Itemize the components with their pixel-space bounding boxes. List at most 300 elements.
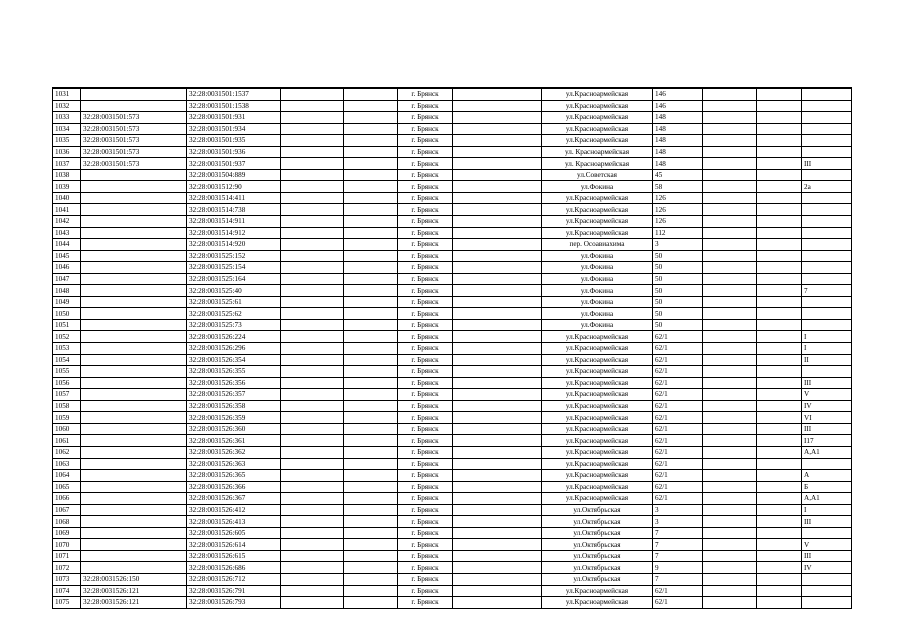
table-cell <box>281 331 344 343</box>
table-cell <box>344 516 398 528</box>
table-cell: г. Брянск <box>398 573 453 585</box>
table-row <box>53 516 852 528</box>
table-cell: 32:28:0031501:1537 <box>187 88 281 100</box>
table-cell <box>757 585 802 597</box>
table-cell: 7 <box>653 539 703 551</box>
table-cell: I <box>802 343 852 355</box>
table-cell: V <box>802 389 852 401</box>
table-cell <box>281 412 344 424</box>
table-cell: 1072 <box>53 562 81 574</box>
table-cell <box>81 227 187 239</box>
table-cell <box>757 250 802 262</box>
table-cell <box>344 354 398 366</box>
table-cell <box>757 285 802 297</box>
table-cell <box>81 181 187 193</box>
table-cell: 62/1 <box>653 481 703 493</box>
table-cell <box>757 88 802 100</box>
table-cell: 112 <box>653 227 703 239</box>
table-cell <box>757 112 802 124</box>
table-cell: 1066 <box>53 493 81 505</box>
table-cell <box>802 216 852 228</box>
table-cell <box>703 550 757 562</box>
table-cell: А,А1 <box>802 493 852 505</box>
table-cell <box>281 562 344 574</box>
table-cell <box>453 158 542 170</box>
table-cell <box>802 527 852 539</box>
table-cell <box>281 204 344 216</box>
table-cell: 1031 <box>53 88 81 100</box>
table-row <box>53 204 852 216</box>
table-cell: V <box>802 539 852 551</box>
table-cell: 62/1 <box>653 493 703 505</box>
table-cell <box>344 158 398 170</box>
table-cell <box>81 377 187 389</box>
table-cell <box>281 470 344 482</box>
table-cell: ул.Красноармейская <box>542 446 653 458</box>
table-cell: 32:28:0031526:412 <box>187 504 281 516</box>
table-cell <box>344 204 398 216</box>
table-row <box>53 285 852 297</box>
table-cell: 32:28:0031526:355 <box>187 366 281 378</box>
table-cell <box>703 192 757 204</box>
table-cell: III <box>802 158 852 170</box>
table-cell <box>802 239 852 251</box>
table-cell: 32:28:0031526:362 <box>187 446 281 458</box>
table-cell <box>802 319 852 331</box>
table-cell: г. Брянск <box>398 135 453 147</box>
table-cell: 1042 <box>53 216 81 228</box>
table-cell: 32:28:0031526:357 <box>187 389 281 401</box>
table-cell: 32:28:0031526:121 <box>81 597 187 609</box>
table-cell <box>703 343 757 355</box>
table-cell <box>81 481 187 493</box>
table-cell: 1069 <box>53 527 81 539</box>
table-cell: А,А1 <box>802 446 852 458</box>
table-cell <box>281 112 344 124</box>
table-cell <box>281 262 344 274</box>
table-cell: ул.Фокина <box>542 319 653 331</box>
table-cell <box>757 158 802 170</box>
table-cell <box>802 366 852 378</box>
table-cell: 3 <box>653 504 703 516</box>
table-cell: г. Брянск <box>398 296 453 308</box>
table-cell <box>281 273 344 285</box>
table-cell <box>757 470 802 482</box>
table-cell: 50 <box>653 250 703 262</box>
table-cell: г. Брянск <box>398 262 453 274</box>
table-cell <box>757 527 802 539</box>
table-cell <box>453 88 542 100</box>
table-cell <box>344 470 398 482</box>
table-cell: 32:28:0031501:934 <box>187 123 281 135</box>
table-cell: ул.Красноармейская <box>542 597 653 609</box>
table-cell: 148 <box>653 112 703 124</box>
table-cell: ул.Красноармейская <box>542 100 653 112</box>
table-cell <box>453 550 542 562</box>
table-cell: 32:28:0031501:931 <box>187 112 281 124</box>
table-cell: 32:28:0031526:356 <box>187 377 281 389</box>
table-cell <box>281 435 344 447</box>
table-cell: 1052 <box>53 331 81 343</box>
table-cell <box>344 216 398 228</box>
table-cell <box>703 446 757 458</box>
table-cell: 32:28:0031501:573 <box>81 135 187 147</box>
table-cell: ул.Фокина <box>542 285 653 297</box>
table-cell <box>81 192 187 204</box>
table-cell <box>281 527 344 539</box>
table-cell <box>81 331 187 343</box>
table-cell: 32:28:0031501:935 <box>187 135 281 147</box>
table-cell <box>81 204 187 216</box>
table-cell: 1039 <box>53 181 81 193</box>
table-cell: 1065 <box>53 481 81 493</box>
table-cell <box>757 135 802 147</box>
table-cell: ул.Красноармейская <box>542 389 653 401</box>
table-cell <box>81 412 187 424</box>
table-cell <box>344 331 398 343</box>
table-cell: г. Брянск <box>398 389 453 401</box>
table-cell: г. Брянск <box>398 112 453 124</box>
table-cell: 1060 <box>53 423 81 435</box>
table-cell <box>802 169 852 181</box>
table-cell <box>453 273 542 285</box>
table-cell: г. Брянск <box>398 123 453 135</box>
table-cell <box>757 423 802 435</box>
table-cell <box>344 100 398 112</box>
table-cell: г. Брянск <box>398 216 453 228</box>
table-cell: г. Брянск <box>398 169 453 181</box>
table-cell <box>281 146 344 158</box>
table-cell: III <box>802 423 852 435</box>
table-cell <box>802 192 852 204</box>
table-row <box>53 377 852 389</box>
table-cell <box>757 308 802 320</box>
table-cell: 32:28:0031526:367 <box>187 493 281 505</box>
table-cell: 32:28:0031526:296 <box>187 343 281 355</box>
table-cell <box>281 216 344 228</box>
table-cell: г. Брянск <box>398 527 453 539</box>
table-cell <box>344 192 398 204</box>
table-cell <box>757 319 802 331</box>
table-cell <box>344 250 398 262</box>
table-cell <box>703 158 757 170</box>
table-cell <box>453 123 542 135</box>
table-cell: ул.Красноармейская <box>542 493 653 505</box>
table-cell: 62/1 <box>653 435 703 447</box>
table-cell <box>703 366 757 378</box>
table-cell <box>344 366 398 378</box>
table-cell: г. Брянск <box>398 250 453 262</box>
table-cell <box>453 377 542 389</box>
table-cell: ул.Красноармейская <box>542 377 653 389</box>
table-cell: 32:28:0031526:358 <box>187 400 281 412</box>
table-cell <box>81 366 187 378</box>
table-cell <box>281 585 344 597</box>
table-cell: г. Брянск <box>398 504 453 516</box>
table-cell: г. Брянск <box>398 550 453 562</box>
table-cell: ул.Красноармейская <box>542 412 653 424</box>
table-cell <box>344 296 398 308</box>
table-cell: г. Брянск <box>398 192 453 204</box>
table-cell <box>281 135 344 147</box>
table-cell <box>802 123 852 135</box>
table-cell <box>453 227 542 239</box>
table-cell: 50 <box>653 285 703 297</box>
table-cell <box>453 204 542 216</box>
table-cell <box>81 169 187 181</box>
table-cell: VI <box>802 412 852 424</box>
table-cell: 32:28:0031525:62 <box>187 308 281 320</box>
table-row <box>53 216 852 228</box>
table-cell <box>757 273 802 285</box>
table-row <box>53 146 852 158</box>
table-cell <box>281 481 344 493</box>
table-cell <box>802 573 852 585</box>
table-cell <box>703 423 757 435</box>
table-cell: III <box>802 516 852 528</box>
table-row <box>53 123 852 135</box>
table-cell: 148 <box>653 123 703 135</box>
table-cell <box>703 239 757 251</box>
table-cell <box>703 262 757 274</box>
table-cell: 32:28:0031526:791 <box>187 585 281 597</box>
table-cell <box>81 470 187 482</box>
table-cell <box>453 354 542 366</box>
table-row <box>53 343 852 355</box>
table-cell: 62/1 <box>653 446 703 458</box>
table-cell: 1068 <box>53 516 81 528</box>
table-cell: ул.Красноармейская <box>542 470 653 482</box>
table-cell: 32:28:0031501:573 <box>81 112 187 124</box>
table-cell: ул.Октябрьская <box>542 573 653 585</box>
table-cell <box>281 250 344 262</box>
table-cell <box>81 285 187 297</box>
table-cell: 50 <box>653 308 703 320</box>
table-cell <box>344 389 398 401</box>
table-cell <box>757 481 802 493</box>
table-cell <box>757 123 802 135</box>
table-cell <box>344 597 398 609</box>
table-cell <box>344 377 398 389</box>
table-cell: ул.Фокина <box>542 262 653 274</box>
table-cell <box>802 100 852 112</box>
table-cell <box>344 527 398 539</box>
table-cell <box>757 389 802 401</box>
table-cell: 1047 <box>53 273 81 285</box>
table-cell: г. Брянск <box>398 319 453 331</box>
table-cell <box>802 146 852 158</box>
table-cell <box>453 343 542 355</box>
table-cell <box>703 412 757 424</box>
table-cell <box>802 273 852 285</box>
table-cell: 62/1 <box>653 423 703 435</box>
table-cell: 2а <box>802 181 852 193</box>
table-cell <box>703 123 757 135</box>
table-cell: ул.Красноармейская <box>542 585 653 597</box>
table-cell: г. Брянск <box>398 273 453 285</box>
table-cell: г. Брянск <box>398 331 453 343</box>
table-cell: 9 <box>653 562 703 574</box>
table-cell: г. Брянск <box>398 354 453 366</box>
table-cell: 1059 <box>53 412 81 424</box>
table-cell: ул.Октябрьская <box>542 550 653 562</box>
table-cell: 32:28:0031526:150 <box>81 573 187 585</box>
table-row <box>53 100 852 112</box>
table-cell: 1058 <box>53 400 81 412</box>
table-cell <box>757 516 802 528</box>
table-row <box>53 181 852 193</box>
table-cell <box>453 597 542 609</box>
table-cell <box>344 573 398 585</box>
table-cell: г. Брянск <box>398 539 453 551</box>
table-cell <box>281 493 344 505</box>
table-cell: ул.Красноармейская <box>542 343 653 355</box>
registry-table <box>52 87 852 609</box>
table-cell <box>453 400 542 412</box>
table-cell: 58 <box>653 181 703 193</box>
table-cell <box>453 135 542 147</box>
table-cell <box>281 158 344 170</box>
table-cell <box>703 285 757 297</box>
table-cell <box>344 435 398 447</box>
table-cell: ул.Красноармейская <box>542 123 653 135</box>
table-cell: ул.Октябрьская <box>542 527 653 539</box>
table-cell <box>344 343 398 355</box>
table-cell <box>281 308 344 320</box>
table-cell <box>453 192 542 204</box>
table-cell: ул.Красноармейская <box>542 88 653 100</box>
table-cell: 148 <box>653 135 703 147</box>
table-cell <box>281 343 344 355</box>
table-cell <box>81 262 187 274</box>
table-cell: 146 <box>653 88 703 100</box>
table-cell <box>757 458 802 470</box>
table-cell: г. Брянск <box>398 412 453 424</box>
table-cell: 32:28:0031504:889 <box>187 169 281 181</box>
table-cell <box>757 354 802 366</box>
table-row <box>53 550 852 562</box>
table-cell <box>757 216 802 228</box>
table-cell <box>281 169 344 181</box>
table-cell <box>344 550 398 562</box>
table-cell <box>802 135 852 147</box>
table-row <box>53 412 852 424</box>
table-cell <box>344 539 398 551</box>
table-cell: г. Брянск <box>398 516 453 528</box>
table-cell <box>281 539 344 551</box>
table-cell <box>757 296 802 308</box>
table-row <box>53 504 852 516</box>
table-row <box>53 562 852 574</box>
table-cell <box>344 308 398 320</box>
table-cell: г. Брянск <box>398 400 453 412</box>
table-cell: ул. Красноармейская <box>542 146 653 158</box>
table-cell: г. Брянск <box>398 470 453 482</box>
table-row <box>53 88 852 100</box>
table-cell <box>453 366 542 378</box>
table-cell: 1071 <box>53 550 81 562</box>
table-cell: 148 <box>653 146 703 158</box>
table-cell: 1053 <box>53 343 81 355</box>
table-cell <box>344 412 398 424</box>
table-row <box>53 400 852 412</box>
table-cell: 32:28:0031525:40 <box>187 285 281 297</box>
table-cell <box>453 412 542 424</box>
table-cell <box>703 181 757 193</box>
table-row <box>53 435 852 447</box>
table-cell: 62/1 <box>653 458 703 470</box>
table-cell <box>453 481 542 493</box>
table-cell: ул.Красноармейская <box>542 400 653 412</box>
table-cell <box>802 597 852 609</box>
table-cell: 62/1 <box>653 389 703 401</box>
table-cell: 1046 <box>53 262 81 274</box>
table-row <box>53 539 852 551</box>
table-cell <box>81 354 187 366</box>
table-cell <box>81 458 187 470</box>
table-cell <box>703 585 757 597</box>
table-cell <box>81 400 187 412</box>
table-cell: 1045 <box>53 250 81 262</box>
table-cell: А <box>802 470 852 482</box>
table-row <box>53 250 852 262</box>
table-cell: 32:28:0031512:90 <box>187 181 281 193</box>
table-cell: 7 <box>802 285 852 297</box>
table-cell: 62/1 <box>653 412 703 424</box>
table-cell <box>453 493 542 505</box>
table-cell <box>453 423 542 435</box>
table-cell <box>703 481 757 493</box>
table-cell <box>453 527 542 539</box>
table-cell: 32:28:0031501:573 <box>81 158 187 170</box>
table-cell: г. Брянск <box>398 181 453 193</box>
table-row <box>53 158 852 170</box>
table-cell: 126 <box>653 216 703 228</box>
table-cell <box>802 204 852 216</box>
table-cell <box>344 446 398 458</box>
table-cell <box>281 100 344 112</box>
table-cell: ул.Красноармейская <box>542 423 653 435</box>
table-cell: г. Брянск <box>398 481 453 493</box>
table-cell <box>453 470 542 482</box>
table-cell: ул.Октябрьская <box>542 539 653 551</box>
table-cell: 32:28:0031526:365 <box>187 470 281 482</box>
table-cell: 32:28:0031526:354 <box>187 354 281 366</box>
table-cell <box>344 169 398 181</box>
table-cell: г. Брянск <box>398 227 453 239</box>
table-cell: ул.Октябрьская <box>542 516 653 528</box>
table-row <box>53 423 852 435</box>
table-cell: 32:28:0031526:366 <box>187 481 281 493</box>
table-cell: 7 <box>653 527 703 539</box>
table-cell <box>81 296 187 308</box>
table-cell <box>81 343 187 355</box>
table-cell <box>802 250 852 262</box>
table-cell <box>344 123 398 135</box>
table-cell: 32:28:0031501:573 <box>81 123 187 135</box>
table-cell <box>757 435 802 447</box>
table-cell: 32:28:0031525:152 <box>187 250 281 262</box>
table-cell: 32:28:0031525:73 <box>187 319 281 331</box>
table-cell <box>453 516 542 528</box>
table-cell <box>802 308 852 320</box>
table-cell <box>703 597 757 609</box>
table-cell: I17 <box>802 435 852 447</box>
table-cell: 1075 <box>53 597 81 609</box>
table-cell <box>703 516 757 528</box>
table-cell <box>281 377 344 389</box>
table-cell: 62/1 <box>653 343 703 355</box>
